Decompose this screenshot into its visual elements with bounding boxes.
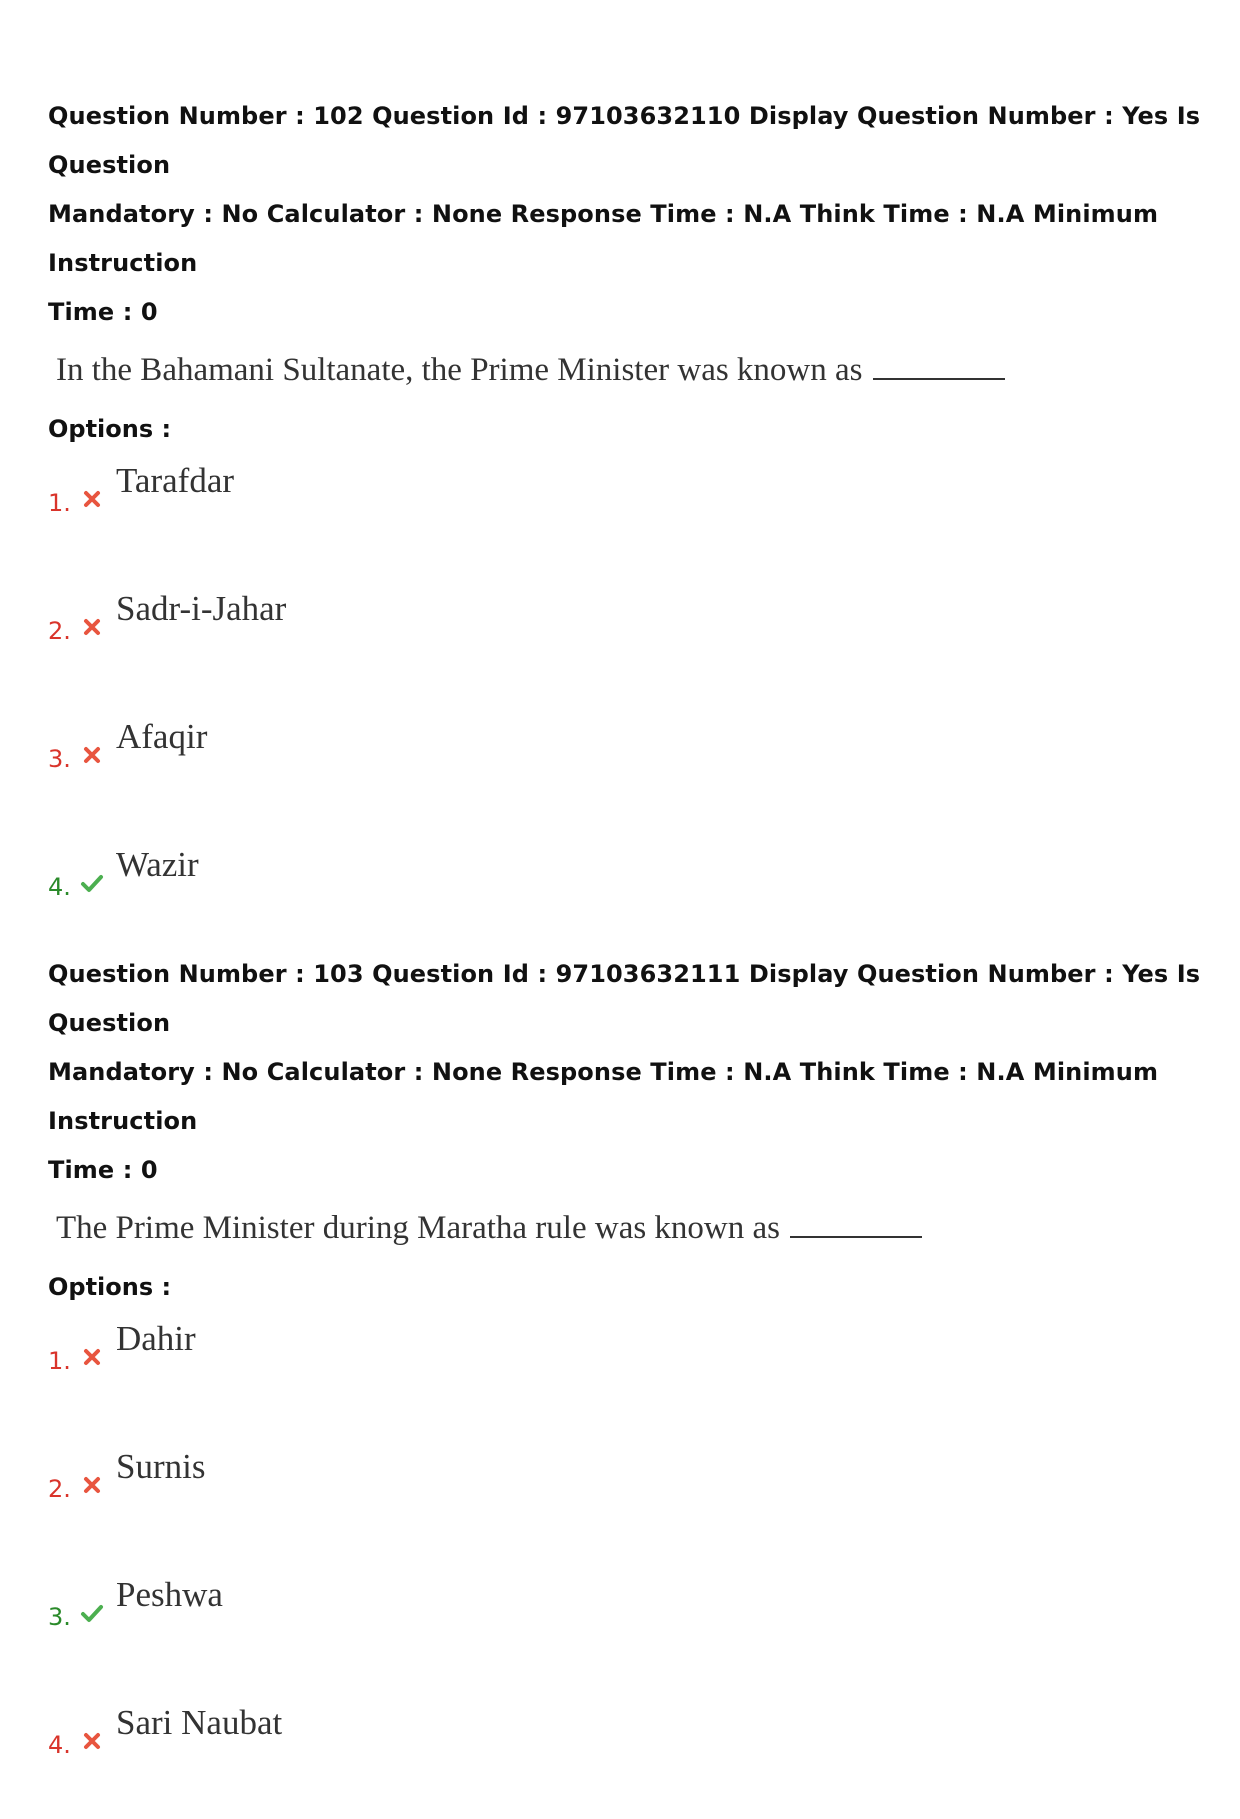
question-meta-line: Time : 0	[48, 1156, 158, 1184]
option-number: 2.	[48, 617, 71, 645]
option-number: 1.	[48, 489, 71, 517]
option-text: Peshwa	[116, 1575, 223, 1614]
question-text	[56, 345, 1208, 401]
option-text: Sadr-i-Jahar	[116, 589, 287, 628]
option-number: 4.	[48, 873, 71, 901]
question-block-103	[48, 950, 1208, 1819]
option-item	[48, 449, 1208, 577]
option-item	[48, 1691, 1208, 1819]
option-text: Sari Naubat	[116, 1703, 283, 1742]
option-text: Tarafdar	[116, 461, 235, 500]
option-item	[48, 705, 1208, 833]
option-text: Dahir	[116, 1319, 196, 1358]
option-text: Afaqir	[116, 717, 208, 756]
option-item	[48, 1307, 1208, 1435]
option-item	[48, 1435, 1208, 1563]
option-number: 1.	[48, 1347, 71, 1375]
question-meta-line: Time : 0	[48, 298, 158, 326]
answer-blank	[790, 1206, 922, 1238]
option-text: Wazir	[116, 845, 199, 884]
cross-icon	[80, 1473, 104, 1497]
question-meta-line: Mandatory : No Calculator : None Response Time : N.A Think Time : N.A Minimum Instruction	[48, 1058, 1159, 1135]
option-number: 3.	[48, 745, 71, 773]
option-number: 2.	[48, 1475, 71, 1503]
cross-icon	[80, 1345, 104, 1369]
option-item	[48, 1563, 1208, 1691]
question-text-content: In the Bahamani Sultanate, the Prime Minister was known as	[56, 352, 863, 388]
question-meta-line: Question Number : 103 Question Id : 97103632111 Display Question Number : Yes Is Question	[48, 960, 1201, 1037]
option-number: 3.	[48, 1603, 71, 1631]
option-item	[48, 577, 1208, 705]
options-label: Options :	[48, 415, 172, 443]
question-text	[56, 1203, 1208, 1259]
cross-icon	[80, 1729, 104, 1753]
check-icon	[80, 1601, 104, 1625]
option-item	[48, 833, 1208, 961]
options-label: Options :	[48, 1273, 172, 1301]
question-block-102	[48, 92, 1208, 961]
question-meta-line: Mandatory : No Calculator : None Response Time : N.A Think Time : N.A Minimum Instruction	[48, 200, 1159, 277]
option-number: 4.	[48, 1731, 71, 1759]
option-text: Surnis	[116, 1447, 206, 1486]
cross-icon	[80, 743, 104, 767]
answer-blank	[873, 348, 1005, 380]
question-text-content: The Prime Minister during Maratha rule was known as	[56, 1210, 781, 1246]
cross-icon	[80, 615, 104, 639]
check-icon	[80, 871, 104, 895]
cross-icon	[80, 487, 104, 511]
question-meta-line: Question Number : 102 Question Id : 97103632110 Display Question Number : Yes Is Question	[48, 102, 1201, 179]
